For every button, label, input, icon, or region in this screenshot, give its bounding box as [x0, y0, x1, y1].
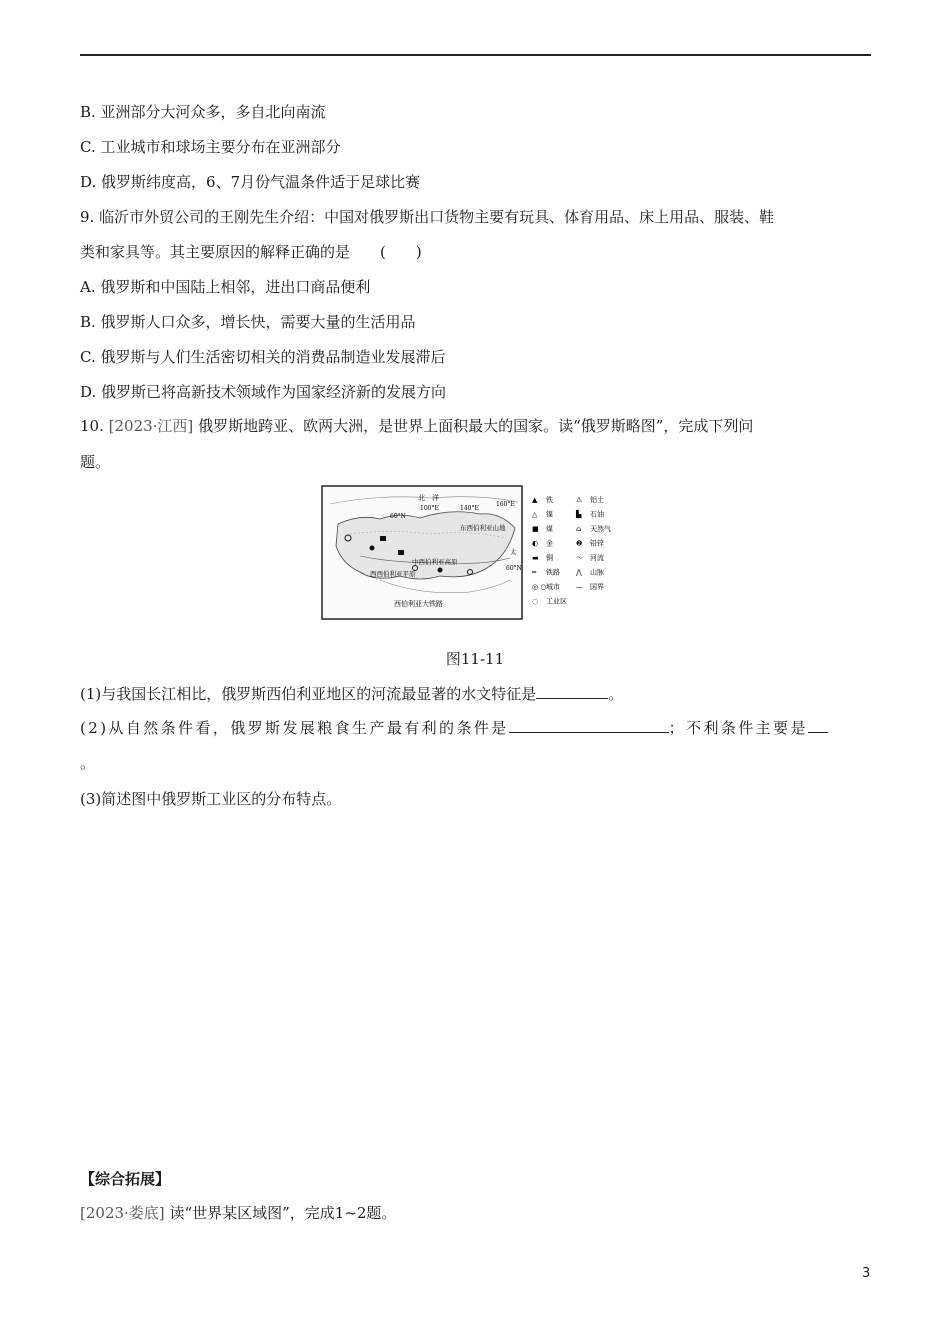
label-east-mountains: 东西伯利亚山地 — [460, 524, 506, 532]
q10-stem-line1 — [80, 416, 753, 436]
extension-heading: 【综合拓展】 — [80, 1170, 171, 1188]
oil-symbol — [398, 550, 404, 555]
legend-label-7: 铅锌 — [590, 539, 604, 548]
legend-symbol-8: ▬ — [532, 554, 539, 562]
q10-sub2 — [80, 718, 828, 738]
extension-line — [80, 1203, 396, 1223]
label-ocean: 北 洋 — [418, 494, 439, 502]
legend-symbol-7: ❷ — [576, 539, 583, 548]
header-rule — [80, 54, 871, 56]
answer-blank-2[interactable] — [509, 718, 669, 733]
legend-symbol-6: ◐ — [532, 539, 539, 548]
legend-label-9: 河流 — [590, 554, 604, 562]
legend-symbol-4: ■ — [532, 525, 539, 533]
legend-label-3: 石油 — [590, 510, 604, 519]
legend-label-4: 煤 — [546, 525, 553, 533]
legend-label-5: 天然气 — [590, 525, 611, 533]
q9-stem-line2: 类和家具等。其主要原因的解释正确的是 ( ) — [80, 243, 422, 261]
legend-label-0: 铁 — [546, 496, 553, 504]
label-lon140: 140°E — [460, 505, 479, 512]
legend-symbol-11: ⋀ — [576, 568, 582, 577]
label-tai: 太 — [510, 548, 517, 556]
label-lon100: 100°E — [420, 505, 439, 512]
q10-sub1-end: 。 — [608, 685, 624, 703]
option-9a: A. 俄罗斯和中国陆上相邻，进出口商品便利 — [80, 278, 371, 296]
q10-number: 10. — [80, 417, 104, 435]
option-9c: C. 俄罗斯与人们生活密切相关的消费品制造业发展滞后 — [80, 348, 446, 366]
q10-sub2-mid: ；不利条件主要是 — [668, 719, 808, 737]
extension-text: 读“世界某区域图”，完成1~2题。 — [169, 1204, 397, 1222]
q10-sub1 — [80, 684, 623, 704]
coal-symbol — [380, 536, 386, 541]
option-8b: B. 亚洲部分大河众多，多自北向南流 — [80, 103, 326, 121]
legend-symbol-1: ⚠ — [576, 496, 583, 504]
legend-symbol-3: ▙ — [576, 510, 582, 519]
option-9d: D. 俄罗斯已将高新技术领域作为国家经济新的发展方向 — [80, 383, 447, 401]
q10-source: [2023·江西] — [108, 417, 194, 435]
label-west-plain: 西西伯利亚平原 — [370, 570, 416, 578]
option-9b: B. 俄罗斯人口众多，增长快，需要大量的生活用品 — [80, 313, 416, 331]
legend-label-10: 铁路 — [546, 568, 560, 577]
legend-symbol-0: ▲ — [532, 496, 538, 504]
city-symbol — [438, 568, 443, 573]
label-lat60: 60°N — [390, 513, 406, 520]
legend-symbol-10: ═ — [532, 568, 537, 577]
legend-label-12: 城市 — [546, 583, 560, 591]
label-lat60b: 60°N — [506, 565, 522, 572]
answer-blank-1[interactable] — [536, 684, 608, 699]
legend-label-13: 国界 — [590, 583, 604, 591]
answer-blank-3[interactable] — [808, 718, 828, 733]
legend-symbol-9: 〜 — [576, 554, 583, 562]
label-lon160: 160°E — [496, 501, 515, 508]
legend-label-1: 铝土 — [590, 496, 604, 504]
legend-symbol-5: ⌂ — [576, 525, 582, 533]
page-number: 3 — [862, 1266, 871, 1281]
label-central-plateau: 中西伯利亚高原 — [412, 558, 458, 566]
q10-stem-line2: 题。 — [80, 453, 111, 471]
option-8d: D. 俄罗斯纬度高，6、7月份气温条件适于足球比赛 — [80, 173, 421, 191]
legend-symbol-14: ◌ — [532, 597, 539, 606]
option-8c: C. 工业城市和球场主要分布在亚洲部分 — [80, 138, 341, 156]
q10-sub2-text: (2)从自然条件看，俄罗斯发展粮食生产最有利的条件是 — [80, 719, 509, 737]
extension-source: [2023·娄底] — [80, 1204, 165, 1222]
q9-stem-line1: 9. 临沂市外贸公司的王刚先生介绍：中国对俄罗斯出口货物主要有玩具、体育用品、床上用品、服装、鞋 — [80, 208, 775, 226]
q10-sub3: (3)简述图中俄罗斯工业区的分布特点。 — [80, 790, 342, 808]
legend-label-11: 山脉 — [590, 568, 604, 577]
figure-caption: 图11-11 — [445, 650, 505, 668]
legend-label-2: 镍 — [546, 510, 553, 519]
legend-label-6: 金 — [546, 539, 553, 548]
q10-stem: 俄罗斯地跨亚、欧两大洲，是世界上面积最大的国家。读“俄罗斯略图”，完成下列问 — [198, 417, 754, 435]
map-legend — [531, 495, 611, 606]
legend-symbol-2: △ — [532, 510, 538, 519]
label-railway: 西伯利亚大铁路 — [394, 600, 443, 608]
city-symbol — [370, 546, 375, 551]
q10-sub2-end: 。 — [80, 754, 96, 772]
q10-sub1-text: (1)与我国长江相比，俄罗斯西伯利亚地区的河流最显著的水文特征是 — [80, 685, 537, 703]
legend-label-8: 铜 — [546, 554, 553, 562]
legend-symbol-13: — — [576, 583, 583, 591]
legend-symbol-12: ◎ ○ — [532, 583, 547, 591]
russia-map-figure — [320, 484, 620, 621]
legend-label-14: 工业区 — [546, 597, 567, 606]
